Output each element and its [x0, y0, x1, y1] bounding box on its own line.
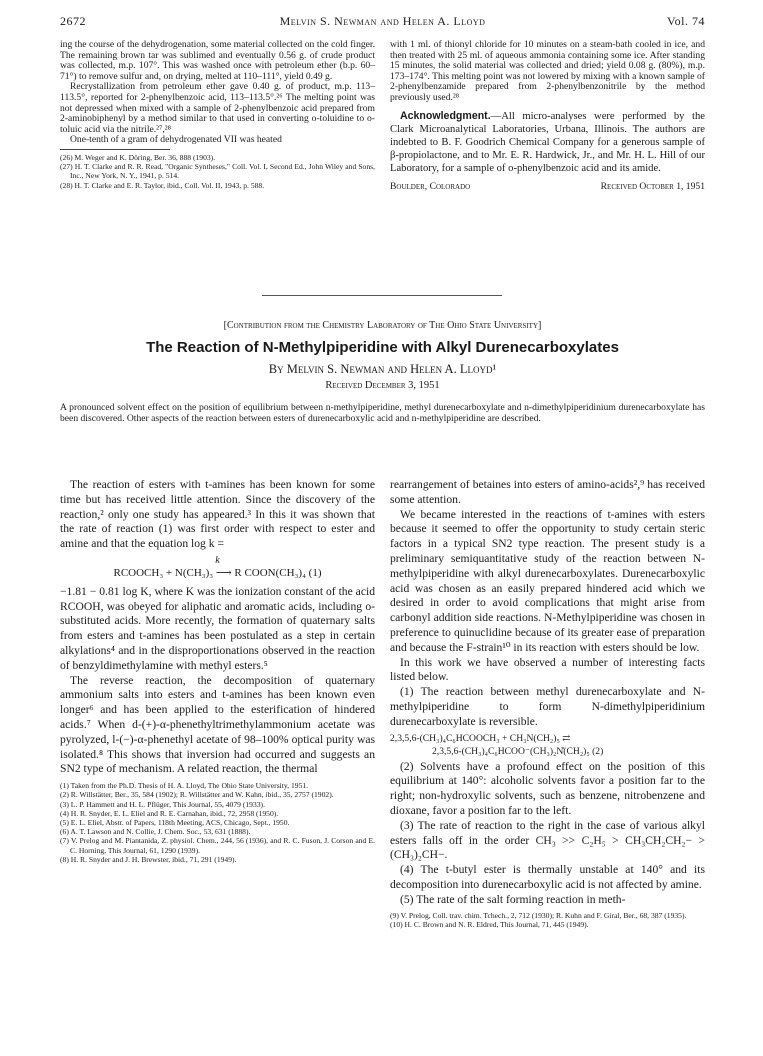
paragraph: One-tenth of a gram of dehydrogenated VII was heated: [70, 134, 282, 146]
footnote: (10) H. C. Brown and N. R. Eldred, This Journal, 71, 445 (1949).: [390, 919, 589, 929]
footnote: (6) A. T. Lawson and N. Collie, J. Chem. Soc., 53, 631 (1888).: [60, 827, 251, 837]
paragraph: (4) The t-butyl ester is thermally unstable at 140° and its decomposition into durenecarboxylic acid is not affected by amine.: [390, 863, 705, 891]
prev-right-column: [390, 40, 705, 192]
location: Boulder, Colorado: [390, 180, 471, 192]
footnote: (2) R. Willstätter, Ber., 35, 584 (1902); R. Willstätter and W. Kahn, ibid., 35, 2757 (1902).: [60, 790, 334, 800]
ack-text: —All micro-analyses were performed by the Clark Microanalytical Laboratories, Urbana, Illinois. The authors are indebted to B. F. Goodrich Chemical Company for a generous sample of β-propiolactone, and to Mr. E. R. Hardwick, Jr., and Mr. H. L. Hill of our Laboratory, for a sample of o-phenylbenzoic acid and its amide.: [390, 110, 705, 174]
byline: By Melvin S. Newman and Helen A. Lloyd¹: [268, 362, 497, 376]
paragraph: In this work we have observed a number of interesting facts listed below.: [390, 655, 705, 684]
paragraph: (3) The rate of reaction to the right in the case of various alkyl esters falls off in the order CH₃ >> C₂H₅ > CH₃CH₂CH₂− > (CH₃)₂CH−.: [390, 818, 705, 862]
contribution-line: [Contribution from the Chemistry Laboratory of The Ohio State University]: [223, 320, 542, 331]
equation-1-k: k: [215, 554, 220, 566]
body-right-column: [390, 478, 705, 929]
received-line: Received December 3, 1951: [325, 380, 440, 391]
article-heading: [60, 320, 705, 424]
equation-2: [390, 732, 705, 758]
prev-left-column: [60, 40, 375, 190]
footnote: (26) M. Weger and K. Döring, Ber. 36, 888 (1903).: [60, 152, 216, 162]
abstract: A pronounced solvent effect on the position of equilibrium between n-methylpiperidine, methyl durenecarboxylate and n-dimethylpiperidinium durenecarboxylate has been discovered. Other aspects of the reaction between esters of durenecarboxylic acid and n-methylpiperidine are described.: [60, 402, 705, 424]
footnote: (8) H. R. Snyder and J. H. Brewster, ibid., 71, 291 (1949).: [60, 854, 237, 864]
paragraph: We became interested in the reactions of t-amines with esters because it seemed to offer the opportunity to study certain steric factors in a typical SN2 type reaction. The present study is a preliminary semiquantitative study of the reaction between N-methylpiperidine with alkyl durenecarboxylates. Durenecarboxylic acid was chosen as an easily prepared hindered acid which we desired in order to avoid complications that might arise from carbonyl addition side reactions. N-Methylpiperidine was chosen in preference to quinuclidine because of its greater ease of preparation and because the F-strain¹⁰ in its reaction with esters should be low.: [390, 507, 705, 654]
body-right-text: [390, 478, 705, 908]
paragraph: Recrystallization from petroleum ether gave 0.40 g. of product, m.p. 113–113.5°, reported for 2-phenylbenzoic acid, 113–113.5°.²⁶ The melting point was not depressed when mixed with a sample of 2-phenylbenzoic acid prepared from 2-aminobiphenyl by a method similar to that used in converting o-toluidine to o-toluic acid via the nitrile.²⁷,²⁸: [60, 81, 375, 135]
footnote: (9) V. Prelog, Coll. trav. chim. Tchech., 2, 712 (1930); R. Kuhn and F. Giral, Ber., 68, 387 (1935).: [390, 910, 687, 920]
body-left-text: [60, 478, 375, 777]
paragraph: rearrangement of betaines into esters of amino-acids²,⁹ has received some attention.: [390, 478, 705, 506]
paragraph: The reaction of esters with t-amines has been known for some time but has received little attention. Since the discovery of the reaction,² only one study has appeared.³ In this it was shown that the rate of reaction (1) was first order with respect to ester and amine and that the equation log k =: [60, 478, 375, 551]
footnote: (1) Taken from the Ph.D. Thesis of H. A. Lloyd, The Ohio State University, 1951.: [60, 781, 309, 791]
footnote: (3) L. P. Hammett and H. L. Pflüger, This Journal, 55, 4079 (1933).: [60, 799, 265, 809]
paragraph: ing the course of the dehydrogenation, some material collected on the cold finger. The remaining brown tar was sublimed and eventually 0.56 g. of crude product was collected, m.p. 107°. This was washed once with petroleum ether (b.p. 60–71°) to remove sulfur and, on drying, melted at 110–111°, yield 0.49 g.: [60, 39, 375, 82]
equation-1: [60, 556, 375, 581]
prev-left-footnotes: [60, 153, 375, 190]
footnote: (4) H. R. Snyder, E. L. Eliel and R. E. Carnahan, ibid., 72, 2958 (1950).: [60, 808, 279, 818]
paragraph: −1.81 − 0.81 log K, where K was the ionization constant of the acid RCOOH, was obeyed for aliphatic and aromatic acids, including o-substituted acids. More recently, the formation of quaternary salts from esters and t-amines has been postulated as a step in certain alkylations⁴ and in the disproportionations observed in the reaction of benzyldimethylamine with methyl esters.⁵: [60, 584, 375, 672]
prev-footline: [390, 181, 705, 192]
prev-left-text: [60, 40, 375, 146]
equation-1-text: RCOOCH₃ + N(CH₃)₃ ⟶ R COON(CH₃)₄ (1): [113, 566, 322, 579]
prev-right-text: [390, 40, 705, 104]
footnote-rule: [60, 149, 170, 150]
body-right-footnotes: [390, 911, 705, 929]
article-separator: [262, 295, 502, 296]
ack-title: Acknowledgment.: [400, 109, 491, 122]
paragraph: (2) Solvents have a profound effect on the position of this equilibrium at 140°: alcoholic solvents favor a position far to the right; non-hydroxylic solvents, such as benzene, nitrobenzene and dioxane, favor a position far to the left.: [390, 759, 705, 817]
paragraph: (1) The reaction between methyl durenecarboxylate and N-methylpiperidine to form N-dimethylpiperidinium durenecarboxylate is reversible.: [390, 685, 705, 728]
equation-2-line-a: 2,3,5,6-(CH₃)₄C₆HCOOCH₃ + CH₃N(CH₂)₅ ⇄: [390, 732, 571, 744]
equation-2-line-b: 2,3,5,6-(CH₃)₄C₆HCOO⁻(CH₃)₂N̊(CH₂)₅ (2): [432, 745, 604, 757]
volume-label: Vol. 74: [667, 14, 705, 28]
body-left-footnotes: [60, 781, 375, 864]
footnote: (27) H. T. Clarke and R. R. Read, "Organic Syntheses," Coll. Vol. I, Second Ed., John Wiley and Sons, Inc., New York, N. Y., 1941, p. 514.: [60, 162, 375, 181]
body-left-column: [60, 478, 375, 864]
paragraph: with 1 ml. of thionyl chloride for 10 minutes on a steam-bath cooled in ice, and then treated with 25 ml. of aqueous ammonia containing some ice. After standing 15 minutes, the solid material was collected and dried; yield 0.08 g. (80%), m.p. 173–174°. This melting point was not lowered by mixing with a known sample of 2-phenylbenzamide prepared from 2-phenylbenzonitrile by the method previously used.²⁸: [390, 39, 705, 103]
received-date: Received October 1, 1951: [600, 180, 705, 192]
paragraph: The reverse reaction, the decomposition of quaternary ammonium salts into esters and t-amines has been known even longer⁶ and has been applied to the esterification of hindered acids.⁷ When d-(+)-α-phenethyltrimethylammonium acetate was pyrolyzed, l-(−)-α-phenethyl acetate of 98–100% optical purity was isolated.⁸ This shows that inversion had occurred and suggests an SN2 type of mechanism. A related reaction, the thermal: [60, 673, 375, 776]
paragraph: (5) The rate of the salt forming reaction in meth-: [400, 892, 626, 906]
article-title: The Reaction of N-Methylpiperidine with Alkyl Durenecarboxylates: [146, 339, 619, 356]
footnote: (5) E. L. Eliel, Abstr. of Papers, 118th Meeting, ACS, Chicago, Sept., 1950.: [60, 817, 290, 827]
page-number: 2672: [60, 14, 86, 28]
footnote: (7) V. Prelog and M. Piantanida, Z. physiol. Chem., 244, 56 (1936), and R. C. Fuson, J. Corson and E. C. Horning, This Journal, 61, 1290 (1939).: [60, 836, 375, 855]
acknowledgment: [390, 110, 705, 175]
running-authors: Melvin S. Newman and Helen A. Lloyd: [279, 14, 486, 28]
running-header: [60, 14, 705, 30]
footnote: (28) H. T. Clarke and E. R. Taylor, ibid., Coll. Vol. II, 1943, p. 588.: [60, 180, 265, 190]
